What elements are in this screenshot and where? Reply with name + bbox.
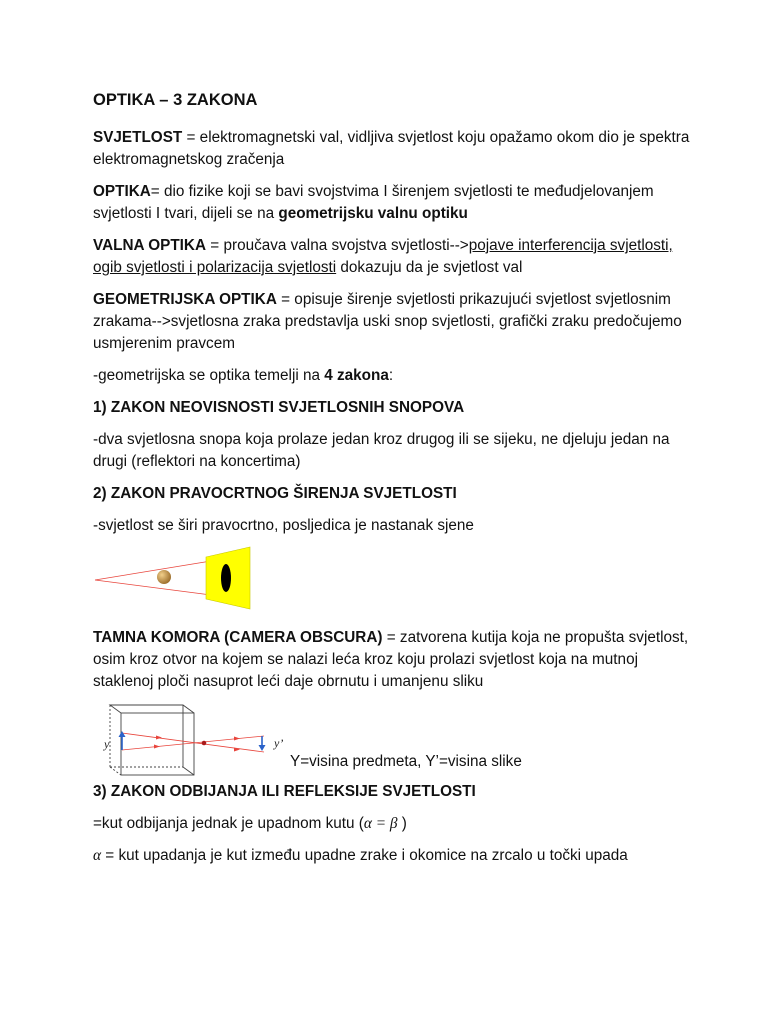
camera-rays bbox=[122, 733, 264, 752]
label-y-prime: y’ bbox=[274, 736, 284, 750]
paragraph-zakon-1: -dva svjetlosna snopa koja prolaze jedan kroz drugog ili se sijeku, ne djeluju jedan na drugi (reflektori na koncertima) bbox=[93, 431, 670, 470]
paragraph-geometrijska bbox=[93, 289, 693, 355]
paragraph-zakon-2: -svjetlost se širi pravocrtno, posljedica je nastanak sjene bbox=[93, 517, 474, 534]
term-svjetlost: SVJETLOST bbox=[93, 129, 183, 146]
bold-4-zakona: 4 zakona bbox=[324, 367, 389, 384]
term-valna: VALNA OPTIKA bbox=[93, 237, 207, 254]
light-rays bbox=[95, 561, 211, 595]
paragraph-alpha bbox=[93, 845, 693, 867]
box-diagonal-bottom bbox=[110, 767, 121, 775]
text-geometrijska: = opisuje širenje svjetlosti prikazujući svjetlost svjetlosnim zrakama-->svjetlosna zraka predstavlja uski snop svjetlosti, grafički zraku predočujemo usmjerenim pravcem bbox=[93, 291, 682, 352]
heading-zakon-3: 3) ZAKON ODBIJANJA ILI REFLEKSIJE SVJETLOSTI bbox=[93, 783, 476, 800]
ray-arrowhead-right-upper bbox=[234, 737, 240, 741]
ray-bottom-to-top bbox=[122, 736, 264, 750]
ray-arrowhead-upper bbox=[156, 736, 162, 740]
tail-zakon-3: ) bbox=[397, 815, 407, 832]
paragraph-valna bbox=[93, 235, 693, 279]
paragraph-zakon-3 bbox=[93, 813, 693, 835]
symbol-alpha: α bbox=[93, 847, 102, 864]
image-arrow bbox=[259, 736, 266, 751]
shadow-spot bbox=[221, 564, 231, 592]
paragraph-komora bbox=[93, 627, 693, 693]
box-top-face bbox=[110, 705, 194, 713]
ray-arrowhead-lower bbox=[154, 745, 160, 749]
shadow-figure bbox=[93, 543, 263, 619]
text-valna: = proučava valna svojstva svjetlosti--> bbox=[206, 237, 469, 254]
box-diagonal-bottom-right bbox=[183, 767, 194, 775]
tail-temelji: : bbox=[388, 367, 394, 384]
text-svjetlost: = elektromagnetski val, vidljiva svjetlost koju opažamo okom dio je spektra elektromagnetskog zračenja bbox=[93, 129, 690, 168]
pinhole-dot bbox=[202, 741, 207, 746]
paragraph-optika bbox=[93, 181, 693, 225]
object-arrow bbox=[119, 731, 126, 750]
term-optika: OPTIKA bbox=[93, 183, 151, 200]
page-title: OPTIKA – 3 ZAKONA bbox=[93, 91, 258, 109]
lower-ray bbox=[95, 580, 211, 595]
text-komora: = zatvorena kutija koja ne propušta svjetlost, osim kroz otvor na kojem se nalazi leća kroz koju prolazi svjetlost koja na mutnoj staklenoj ploči nasuprot leći daje obrnutu i umanjenu sliku bbox=[93, 629, 689, 690]
tail-valna: dokazuju da je svjetlost val bbox=[336, 259, 523, 276]
text-alpha: = kut upadanja je kut između upadne zrake i okomice na zrcalo u točki upada bbox=[101, 847, 628, 864]
camera-obscura-figure bbox=[98, 703, 298, 785]
ray-top-to-bottom bbox=[122, 733, 264, 752]
opaque-ball bbox=[157, 570, 171, 584]
text-temelji: -geometrijska se optika temelji na bbox=[93, 367, 325, 384]
term-geometrijska: GEOMETRIJSKA OPTIKA bbox=[93, 291, 277, 308]
heading-zakon-1: 1) ZAKON NEOVISNOSTI SVJETLOSNIH SNOPOVA bbox=[93, 399, 465, 416]
paragraph-temelji bbox=[93, 365, 693, 387]
term-komora: TAMNA KOMORA (CAMERA OBSCURA) bbox=[93, 629, 383, 646]
formula-alpha-beta: α = β bbox=[363, 815, 398, 832]
label-y: y bbox=[104, 737, 110, 751]
paragraph-svjetlost bbox=[93, 127, 693, 171]
text-zakon-3: =kut odbijanja jednak je upadnom kutu ( bbox=[93, 815, 364, 832]
upper-ray bbox=[95, 561, 211, 580]
text-optika: = dio fizike koji se bavi svojstvima I širenjem svjetlosti te međudjelovanjem svjetlosti I tvari, dijeli se na bbox=[93, 183, 654, 222]
underlined-pojave: pojave interferencija svjetlosti, ogib svjetlosti i polarizacija svjetlosti bbox=[93, 237, 673, 276]
heading-zakon-2: 2) ZAKON PRAVOCRTNOG ŠIRENJA SVJETLOSTI bbox=[93, 485, 457, 502]
bold-geometrijsku: geometrijsku valnu optiku bbox=[278, 205, 468, 222]
caption-camera: Y=visina predmeta, Y’=visina slike bbox=[290, 753, 522, 770]
